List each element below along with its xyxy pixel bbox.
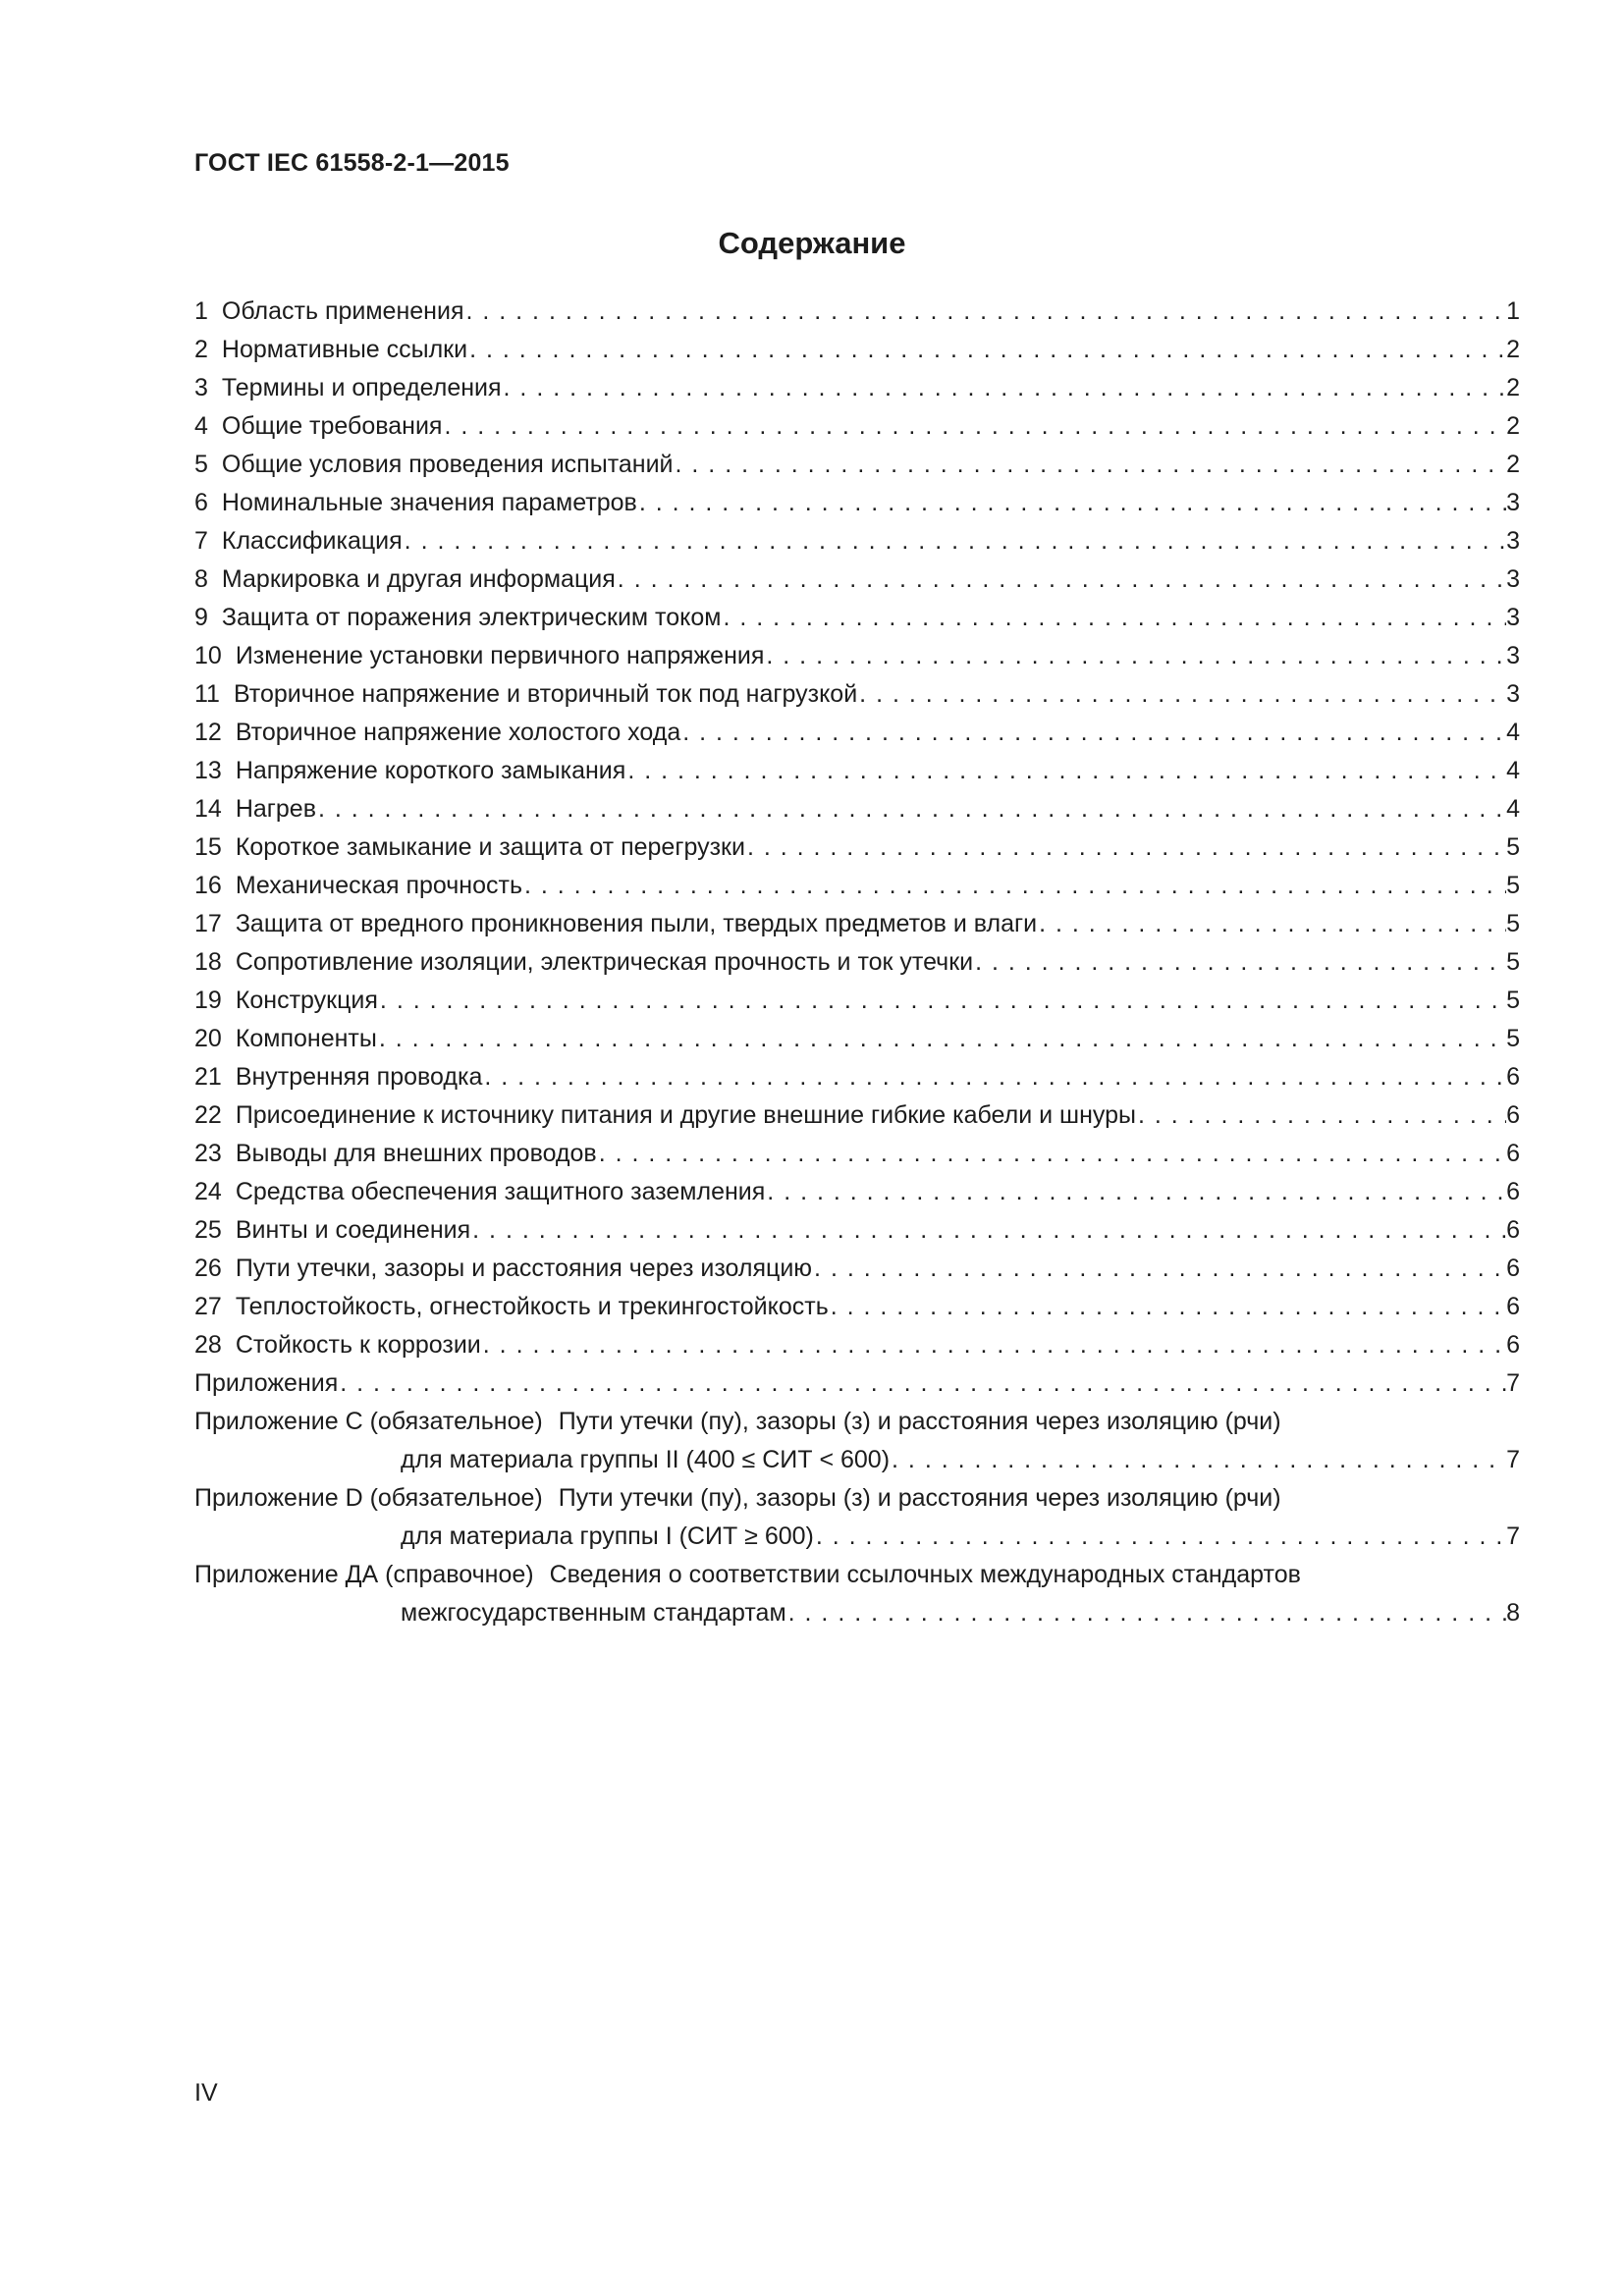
toc-entry-page: 1 xyxy=(1506,297,1520,325)
appendix-title-line1: Пути утечки (пу), зазоры (з) и расстояния через изоляцию (рчи) xyxy=(558,1408,1281,1435)
toc-entry-page: 8 xyxy=(1506,1599,1520,1627)
dot-leader xyxy=(481,1326,1506,1364)
toc-entry-page: 3 xyxy=(1506,565,1520,593)
toc-entry[interactable] xyxy=(194,599,1520,637)
toc-entry-page: 5 xyxy=(1506,987,1520,1014)
toc-entry-label: Винты и соединения xyxy=(235,1216,471,1244)
toc-appendix-entry[interactable] xyxy=(194,1556,1520,1632)
dot-leader xyxy=(625,752,1506,790)
toc-entry-label: Нормативные ссылки xyxy=(221,336,468,363)
toc-entry-number: 10 xyxy=(194,642,222,669)
toc-entry[interactable] xyxy=(194,1326,1520,1364)
appendix-title-line2: межгосударственным стандартам xyxy=(401,1599,786,1627)
appendix-second-line xyxy=(194,1594,1520,1632)
toc-entry-number: 22 xyxy=(194,1101,222,1129)
toc-entry-number: 13 xyxy=(194,757,222,784)
dot-leader xyxy=(721,599,1506,637)
dot-leader xyxy=(403,522,1506,561)
toc-entry-label: Средства обеспечения защитного заземления xyxy=(235,1178,766,1205)
toc-entry-number: 21 xyxy=(194,1063,222,1091)
toc-entry[interactable] xyxy=(194,867,1520,905)
toc-entry-page: 5 xyxy=(1506,833,1520,861)
toc-entry-page: 3 xyxy=(1506,604,1520,631)
toc-entry[interactable] xyxy=(194,1020,1520,1058)
dot-leader xyxy=(338,1364,1506,1403)
dot-leader xyxy=(674,446,1506,484)
toc-entry-page: 6 xyxy=(1506,1293,1520,1320)
toc-entry[interactable] xyxy=(194,407,1520,446)
toc-entry-page: 6 xyxy=(1506,1140,1520,1167)
toc-entry-number: 19 xyxy=(194,987,222,1014)
toc-entry-page: 4 xyxy=(1506,719,1520,746)
toc-entry[interactable] xyxy=(194,752,1520,790)
toc-entry-page: 3 xyxy=(1506,642,1520,669)
toc-entry-label: Внутренняя проводка xyxy=(235,1063,483,1091)
toc-entry-page: 3 xyxy=(1506,489,1520,516)
toc-entry-number: 11 xyxy=(194,680,220,708)
toc-entry-page: 7 xyxy=(1506,1522,1520,1550)
toc-entry-number: 16 xyxy=(194,872,222,899)
table-of-contents xyxy=(194,293,1520,1632)
appendix-second-line xyxy=(194,1518,1520,1556)
appendix-first-line xyxy=(194,1403,1520,1441)
toc-entry-number: 8 xyxy=(194,565,208,593)
appendix-first-line xyxy=(194,1479,1520,1518)
toc-entry-label: Защита от вредного проникновения пыли, твердых предметов и влаги xyxy=(235,910,1038,937)
dot-leader xyxy=(890,1441,1506,1479)
toc-entry-label: Выводы для внешних проводов xyxy=(235,1140,597,1167)
toc-entry-label: Общие условия проведения испытаний xyxy=(221,451,674,478)
appendix-tag: Приложение D (обязательное) xyxy=(194,1484,543,1512)
toc-entry-label: Компоненты xyxy=(235,1025,377,1052)
appendix-title-line2: для материала группы II (400 ≤ СИТ < 600) xyxy=(401,1446,891,1473)
toc-entry-page: 3 xyxy=(1506,680,1520,708)
toc-entry-label: Сопротивление изоляции, электрическая прочность и ток утечки xyxy=(235,948,974,976)
toc-entry-label: Защита от поражения электрическим током xyxy=(221,604,722,631)
dot-leader xyxy=(442,407,1506,446)
toc-entry-label: Изменение установки первичного напряжения xyxy=(235,642,765,669)
toc-entry[interactable] xyxy=(194,293,1520,331)
dot-leader xyxy=(786,1594,1506,1632)
toc-sections xyxy=(194,293,1520,1364)
toc-entry-page: 6 xyxy=(1506,1255,1520,1282)
toc-entry[interactable] xyxy=(194,484,1520,522)
toc-entry-number: 17 xyxy=(194,910,222,937)
toc-entry-number: 24 xyxy=(194,1178,222,1205)
toc-entry-number: 4 xyxy=(194,412,208,440)
dot-leader xyxy=(467,331,1506,369)
dot-leader xyxy=(765,1173,1506,1211)
toc-entry[interactable] xyxy=(194,446,1520,484)
appendix-first-line xyxy=(194,1556,1520,1594)
toc-appendices xyxy=(194,1403,1520,1632)
toc-entry-number: 6 xyxy=(194,489,208,516)
toc-entry-number: 12 xyxy=(194,719,222,746)
toc-entry-number: 18 xyxy=(194,948,222,976)
toc-entry-page: 2 xyxy=(1506,374,1520,401)
toc-entry-page: 5 xyxy=(1506,1025,1520,1052)
toc-entry-page: 4 xyxy=(1506,795,1520,823)
toc-entry[interactable] xyxy=(194,522,1520,561)
toc-entry-page: 2 xyxy=(1506,336,1520,363)
toc-appendix-entry[interactable] xyxy=(194,1403,1520,1479)
toc-entry-page: 7 xyxy=(1506,1446,1520,1473)
toc-entry-page: 6 xyxy=(1506,1216,1520,1244)
toc-entry-label: Вторичное напряжение холостого хода xyxy=(235,719,681,746)
dot-leader xyxy=(470,1211,1506,1250)
toc-entry-number: 5 xyxy=(194,451,208,478)
toc-entry-label: Маркировка и другая информация xyxy=(221,565,616,593)
appendix-tag: Приложение ДА (справочное) xyxy=(194,1561,534,1588)
dot-leader xyxy=(597,1135,1506,1173)
dot-leader xyxy=(829,1288,1506,1326)
appendix-title-line1: Пути утечки (пу), зазоры (з) и расстояния через изоляцию (рчи) xyxy=(558,1484,1281,1512)
toc-entry-label: Классификация xyxy=(221,527,403,555)
toc-entry-label: Область применения xyxy=(221,297,464,325)
toc-entry-number: 1 xyxy=(194,297,208,325)
toc-entry-number: 20 xyxy=(194,1025,222,1052)
toc-entry-label: Нагрев xyxy=(235,795,316,823)
toc-entry-label: Присоединение к источнику питания и другие внешние гибкие кабели и шнуры xyxy=(235,1101,1136,1129)
dot-leader xyxy=(378,982,1506,1020)
toc-entry[interactable] xyxy=(194,982,1520,1020)
dot-leader xyxy=(764,637,1506,675)
document-code: ГОСТ IEC 61558-2-1—2015 xyxy=(194,149,510,177)
toc-entry-number: 2 xyxy=(194,336,208,363)
dot-leader xyxy=(680,714,1506,752)
toc-entry-page: 6 xyxy=(1506,1331,1520,1359)
toc-title: Содержание xyxy=(718,226,906,260)
toc-entry-page: 5 xyxy=(1506,910,1520,937)
dot-leader xyxy=(1037,905,1506,943)
toc-entry-page: 5 xyxy=(1506,948,1520,976)
dot-leader xyxy=(463,293,1506,331)
dot-leader xyxy=(522,867,1506,905)
appendix-title-line1: Сведения о соответствии ссылочных международных стандартов xyxy=(549,1561,1301,1588)
toc-entry-number: 15 xyxy=(194,833,222,861)
appendix-title-line2: для материала группы I (СИТ ≥ 600) xyxy=(401,1522,814,1550)
toc-entry-number: 14 xyxy=(194,795,222,823)
toc-entry-number: 3 xyxy=(194,374,208,401)
toc-entry[interactable] xyxy=(194,714,1520,752)
dot-leader xyxy=(482,1058,1506,1096)
toc-entry-label: Вторичное напряжение и вторичный ток под нагрузкой xyxy=(233,680,858,708)
toc-entry-number: 27 xyxy=(194,1293,222,1320)
toc-entry-number: 28 xyxy=(194,1331,222,1359)
toc-entry[interactable] xyxy=(194,1135,1520,1173)
toc-entry[interactable] xyxy=(194,369,1520,407)
toc-entry-page: 3 xyxy=(1506,527,1520,555)
appendix-tag: Приложение С (обязательное) xyxy=(194,1408,543,1435)
toc-entry[interactable] xyxy=(194,1173,1520,1211)
toc-entry-label: Механическая прочность xyxy=(235,872,522,899)
toc-entry-label: Общие требования xyxy=(221,412,443,440)
toc-entry-page: 5 xyxy=(1506,872,1520,899)
toc-entry[interactable] xyxy=(194,790,1520,828)
toc-entry-page: 4 xyxy=(1506,757,1520,784)
toc-entry[interactable] xyxy=(194,1250,1520,1288)
dot-leader xyxy=(745,828,1506,867)
toc-entry-label: Номинальные значения параметров xyxy=(221,489,637,516)
dot-leader xyxy=(857,675,1506,714)
toc-entry[interactable] xyxy=(194,1096,1520,1135)
toc-entry-page: 6 xyxy=(1506,1101,1520,1129)
toc-entry-number: 26 xyxy=(194,1255,222,1282)
appendix-second-line xyxy=(194,1441,1520,1479)
toc-entry-page: 6 xyxy=(1506,1063,1520,1091)
dot-leader xyxy=(973,943,1506,982)
toc-entry-page: 6 xyxy=(1506,1178,1520,1205)
toc-entry[interactable] xyxy=(194,1288,1520,1326)
toc-entry[interactable] xyxy=(194,828,1520,867)
toc-entry-number: 9 xyxy=(194,604,208,631)
dot-leader xyxy=(502,369,1506,407)
toc-entry-number: 23 xyxy=(194,1140,222,1167)
toc-entry-label: Напряжение короткого замыкания xyxy=(235,757,626,784)
toc-appendices-header[interactable] xyxy=(194,1364,1520,1403)
toc-entry-page: 2 xyxy=(1506,451,1520,478)
toc-entry-label: Стойкость к коррозии xyxy=(235,1331,481,1359)
toc-entry-label: Пути утечки, зазоры и расстояния через изоляцию xyxy=(235,1255,813,1282)
toc-entry[interactable] xyxy=(194,905,1520,943)
toc-entry-number: 25 xyxy=(194,1216,222,1244)
toc-entry[interactable] xyxy=(194,1211,1520,1250)
toc-entry[interactable] xyxy=(194,331,1520,369)
toc-entry-label: Конструкция xyxy=(235,987,378,1014)
toc-entry-page: 7 xyxy=(1506,1369,1520,1397)
toc-entry[interactable] xyxy=(194,561,1520,599)
toc-entry-label: Термины и определения xyxy=(221,374,502,401)
toc-entry-label: Теплостойкость, огнестойкость и трекингостойкость xyxy=(235,1293,829,1320)
dot-leader xyxy=(1136,1096,1506,1135)
toc-entry[interactable] xyxy=(194,1058,1520,1096)
dot-leader xyxy=(637,484,1506,522)
page-number: IV xyxy=(194,2079,218,2107)
toc-entry[interactable] xyxy=(194,943,1520,982)
dot-leader xyxy=(812,1250,1506,1288)
toc-entry[interactable] xyxy=(194,637,1520,675)
toc-entry-label: Приложения xyxy=(194,1369,339,1397)
toc-entry-number: 7 xyxy=(194,527,208,555)
dot-leader xyxy=(814,1518,1506,1556)
dot-leader xyxy=(616,561,1506,599)
dot-leader xyxy=(377,1020,1506,1058)
toc-entry[interactable] xyxy=(194,675,1520,714)
toc-entry-page: 2 xyxy=(1506,412,1520,440)
toc-appendix-entry[interactable] xyxy=(194,1479,1520,1556)
toc-entry-label: Короткое замыкание и защита от перегрузки xyxy=(235,833,745,861)
dot-leader xyxy=(316,790,1506,828)
